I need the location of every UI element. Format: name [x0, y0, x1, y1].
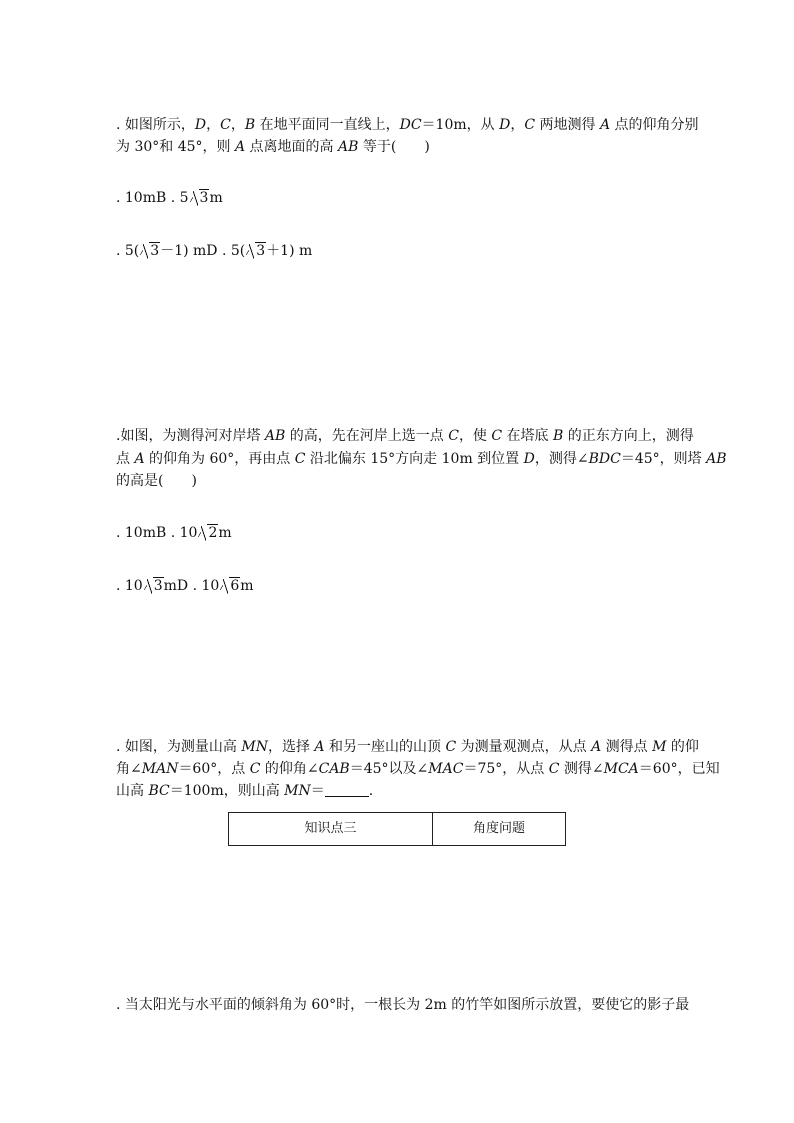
q3-line1: . 如图，为测量山高 MN，选择 A 和另一座山的山顶 C 为测量观测点，从点 A 测得点 M 的仰: [116, 739, 699, 755]
table-cell-knowledge-point: 知识点三: [229, 813, 433, 845]
sqrt-symbol: 3: [140, 241, 160, 261]
q1-line2: 为 30°和 45°，则 A 点离地面的高 AB 等于( ): [116, 139, 430, 155]
sqrt-symbol: 6: [220, 576, 240, 596]
q2-options-ab: . 10mB . 10 2m: [116, 525, 232, 541]
q1-options-ab: . 10mB . 5 3m: [116, 190, 223, 206]
q1-line1: . 如图所示，D，C，B 在地平面同一直线上，DC＝10m，从 D，C 两地测得 A 点的仰角分别: [116, 117, 699, 133]
answer-blank[interactable]: [325, 782, 369, 797]
q2-line1: .如图，为测得河对岸塔 AB 的高，先在河岸上选一点 C，使 C 在塔底 B 的正东方向上，测得: [116, 428, 694, 444]
sqrt-symbol: 3: [144, 576, 164, 596]
q4-line1: . 当太阳光与水平面的倾斜角为 60°时，一根长为 2m 的竹竿如图所示放置，要使它的影子最: [116, 997, 690, 1013]
q3-line2: 角∠MAN＝60°，点 C 的仰角∠CAB＝45°以及∠MAC＝75°，从点 C 测得∠MCA＝60°，已知: [116, 761, 720, 777]
table-cell-topic: 角度问题: [472, 821, 525, 836]
sqrt-symbol: 2: [198, 523, 218, 543]
q3-line3: 山高 BC＝100m，则山高 MN＝ .: [116, 783, 374, 799]
q1-options-cd: . 5( 3－1) mD . 5( 3＋1) m: [116, 243, 313, 259]
q2-line2: 点 A 的仰角为 60°，再由点 C 沿北偏东 15°方向走 10m 到位置 D，测得∠BDC＝45°，则塔 AB: [116, 451, 727, 467]
sqrt-symbol: 3: [246, 241, 266, 261]
sqrt-symbol: 3: [190, 188, 210, 208]
knowledge-point-table: [228, 812, 566, 846]
q2-options-cd: . 10 3mD . 10 6m: [116, 578, 254, 594]
q2-line3: 的高是( ): [116, 473, 197, 489]
